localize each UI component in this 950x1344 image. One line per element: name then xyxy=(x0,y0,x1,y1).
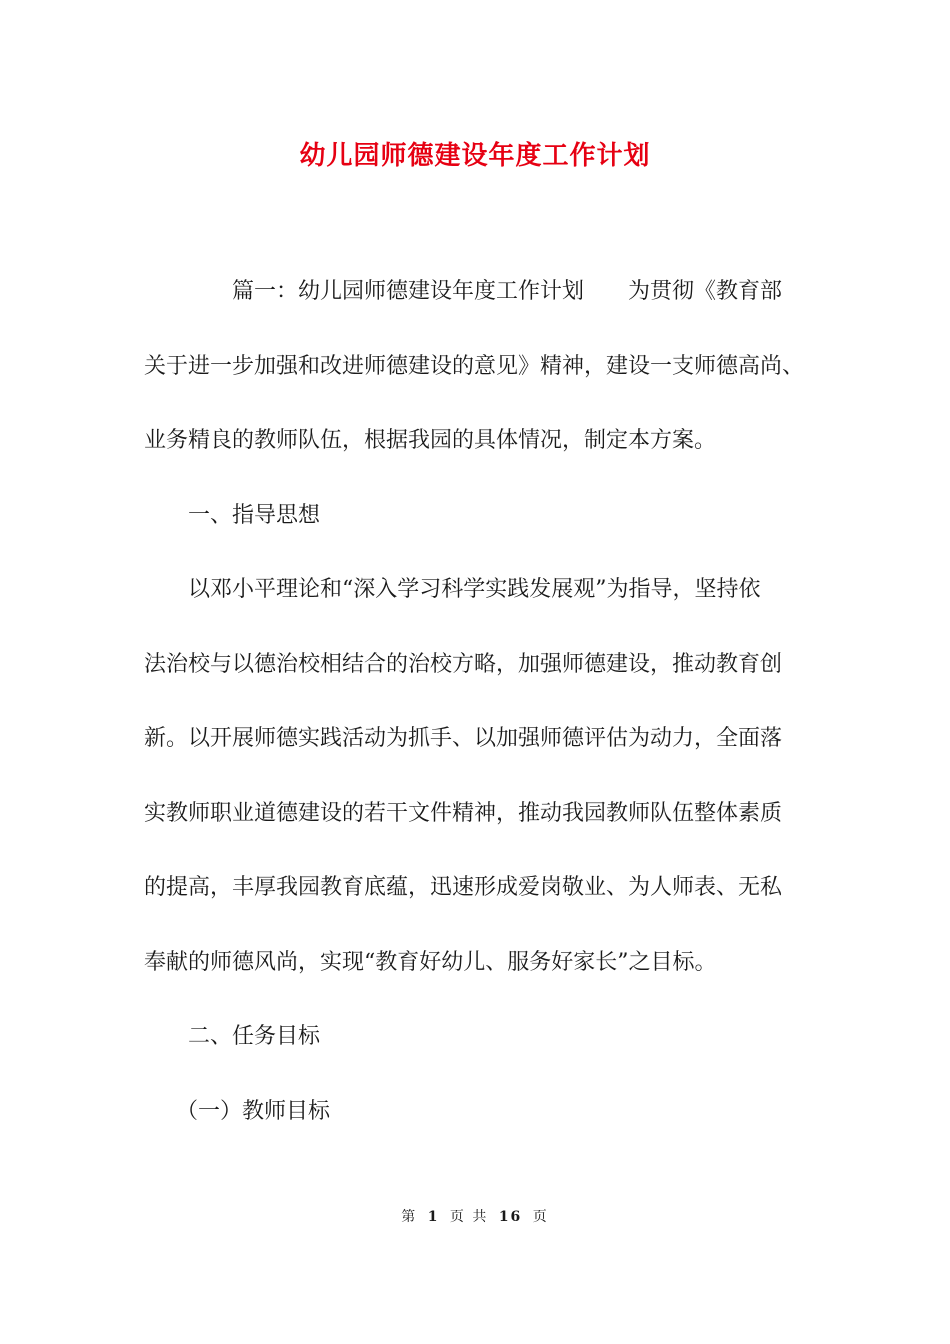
line-text: 法治校与以德治校相结合的治校方略，加强师德建设，推动教育创 xyxy=(144,651,783,677)
line-text: 关于进一步加强和改进师德建设的意见》精神，建设一支师德高尚、 xyxy=(144,353,805,379)
footer-middle: 页 共 xyxy=(449,1209,489,1225)
page-footer xyxy=(0,1206,950,1226)
paragraph-line xyxy=(144,347,824,422)
paragraph-line xyxy=(144,794,824,869)
footer-suffix: 页 xyxy=(532,1209,549,1225)
heading-text: （一）教师目标 xyxy=(176,1098,331,1124)
line-text: 实教师职业道德建设的若干文件精神，推动我园教师队伍整体素质 xyxy=(144,800,783,826)
paragraph-line xyxy=(144,645,824,720)
line-text: 业务精良的教师队伍，根据我园的具体情况，制定本方案。 xyxy=(144,428,717,453)
paragraph-line xyxy=(144,570,824,645)
line-text: 的提高，丰厚我园教育底蕴，迅速形成爱岗敬业、为人师表、无私 xyxy=(144,875,783,900)
footer-total-pages: 16 xyxy=(498,1209,523,1225)
heading-text: 一、指导思想 xyxy=(188,502,321,528)
document-body xyxy=(144,272,824,1166)
section-heading xyxy=(144,496,824,571)
subsection-heading xyxy=(144,1092,824,1167)
heading-text: 二、任务目标 xyxy=(188,1024,321,1049)
paragraph-line xyxy=(144,719,824,794)
paragraph-line xyxy=(144,943,824,1018)
line-text: 奉献的师德风尚，实现“教育好幼儿、服务好家长”之目标。 xyxy=(144,949,717,975)
document-title: 幼儿园师德建设年度工作计划 xyxy=(299,141,651,171)
line-text: 篇一：幼儿园师德建设年度工作计划 为贯彻《教育部 xyxy=(232,279,783,304)
paragraph-line xyxy=(144,868,824,943)
footer-page-number: 1 xyxy=(427,1209,440,1225)
line-text: 新。以开展师德实践活动为抓手、以加强师德评估为动力，全面落 xyxy=(144,726,783,751)
paragraph-line xyxy=(144,421,824,496)
section-heading xyxy=(144,1017,824,1092)
paragraph-line xyxy=(144,272,824,347)
line-text: 以邓小平理论和“深入学习科学实践发展观”为指导，坚持依 xyxy=(188,577,761,602)
footer-prefix: 第 xyxy=(401,1209,418,1225)
